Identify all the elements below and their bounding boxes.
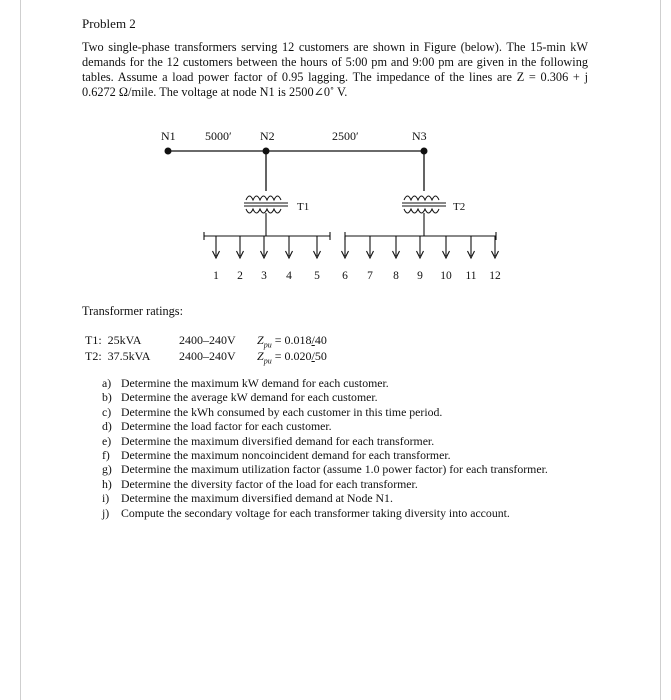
node-dot-n1 — [165, 148, 172, 155]
question-item: c) Determine the kWh consumed by each customer in this time period. — [102, 404, 443, 419]
customer-drops — [213, 236, 499, 258]
customer-label: 5 — [314, 270, 320, 282]
customer-label: 9 — [417, 270, 423, 282]
customer-label: 7 — [367, 270, 373, 282]
intro-text: Two single-phase transformers serving 12 customers are shown in Figure (below). The 15-min kW demands for the 12 customers between the hours of 5:00 pm and 9:00 pm are given in the following tables. Assume a load power factor of 0.95 lagging. The impedance of the lines are Z = 0.306 + j 0.6272 Ω/mile. The voltage at node N1 is 2500∠0˚ V. — [82, 40, 588, 99]
circuit-diagram — [0, 0, 671, 300]
impedance-angle: /50 — [311, 349, 327, 363]
question-item: e) Determine the maximum diversified demand for each transformer. — [102, 433, 435, 448]
customer-label: 12 — [489, 270, 501, 282]
impedance-angle: /40 — [311, 333, 327, 347]
question-item: g) Determine the maximum utilization factor (assume 1.0 power factor) for each transformer. — [102, 462, 548, 477]
node-label-n3: N3 — [412, 129, 427, 143]
rating-impedance: $Z_{pu} = 0.020/50$ — [257, 349, 327, 366]
node-dot-n3 — [421, 148, 428, 155]
customer-label: 3 — [261, 270, 267, 282]
customer-label: 2 — [237, 270, 243, 282]
customer-label: 6 — [342, 270, 348, 282]
transformer-label-t2: T2 — [453, 201, 466, 213]
customer-labels — [213, 270, 501, 282]
customer-label: 11 — [465, 270, 477, 282]
node-dot-n2 — [263, 148, 270, 155]
question-item: a) Determine the maximum kW demand for each customer. — [102, 376, 389, 390]
ratings-heading: Transformer ratings: — [82, 304, 183, 318]
rating-name-kva: T1: 25kVA — [85, 333, 142, 347]
rating-impedance: $Z_{pu} = 0.018/40$ — [257, 333, 327, 350]
transformer-t1-symbol — [244, 196, 288, 213]
node-label-n1: N1 — [161, 129, 176, 143]
node-label-n2: N2 — [260, 129, 275, 143]
customer-label: 4 — [286, 270, 292, 282]
secondary-circuits — [204, 213, 496, 240]
question-item: b) Determine the average kW demand for each customer. — [102, 390, 378, 405]
question-item: h) Determine the diversity factor of the load for each transformer. — [102, 476, 418, 491]
transformer-label-t1: T1 — [297, 201, 310, 213]
segment-length-1: 5000′ — [205, 129, 232, 143]
question-item: j) Compute the secondary voltage for each transformer taking diversity into account. — [102, 505, 510, 520]
customer-label: 8 — [393, 270, 399, 282]
rating-row-t1 — [85, 333, 327, 349]
customer-label: 10 — [440, 270, 452, 282]
rating-voltage: 2400–240V — [179, 349, 236, 363]
customer-label: 1 — [213, 270, 219, 282]
question-item: i) Determine the maximum diversified demand at Node N1. — [102, 491, 393, 506]
problem-title: Problem 2 — [82, 16, 136, 31]
rating-name-kva: T2: 37.5kVA — [85, 349, 151, 363]
segment-length-2: 2500′ — [332, 129, 359, 143]
rating-row-t2 — [85, 349, 327, 365]
question-item: d) Determine the load factor for each customer. — [102, 419, 332, 434]
rating-voltage: 2400–240V — [179, 333, 236, 347]
question-list — [102, 376, 572, 520]
transformer-t2-symbol — [402, 196, 446, 213]
question-item: f) Determine the maximum noncoincident demand for each transformer. — [102, 448, 451, 463]
